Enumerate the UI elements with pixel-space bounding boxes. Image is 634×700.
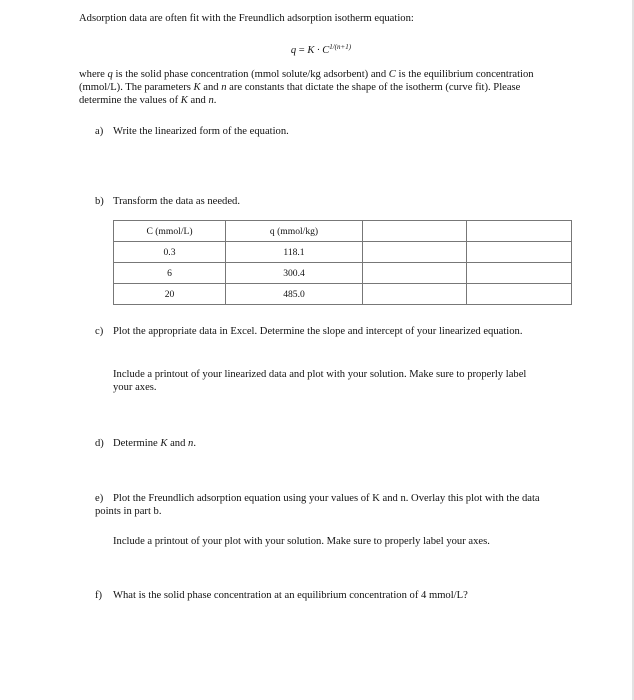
question-e-note: Include a printout of your plot with your solution. Make sure to properly label your axes. xyxy=(113,536,490,547)
question-d-text-1: Determine xyxy=(113,438,161,449)
question-d-text-3: . xyxy=(193,438,196,449)
question-d-label: d) xyxy=(95,438,104,449)
equation-exponent: 1/(n+1) xyxy=(329,43,352,51)
question-e-label: e) xyxy=(95,493,104,504)
question-e xyxy=(95,492,550,518)
equation-equals: = xyxy=(298,45,305,56)
desc-var-n: n xyxy=(221,82,227,93)
intro-text: Adsorption data are often fit with the Freundlich adsorption isotherm equation: xyxy=(79,13,414,24)
table-cell xyxy=(363,284,467,305)
question-e-text: Plot the Freundlich adsorption equation using your values of K and n. Overlay this plot with the data points in part b. xyxy=(95,493,540,517)
equation-rhs: K · C xyxy=(307,45,330,56)
table-cell: 6 xyxy=(114,263,226,284)
desc-text-7: . xyxy=(213,95,217,106)
table-cell: 300.4 xyxy=(226,263,363,284)
question-a-label: a) xyxy=(95,126,104,137)
table-header-cell xyxy=(467,221,572,242)
table-header-cell: C (mmol/L) xyxy=(114,221,226,242)
table-header-row xyxy=(114,221,572,242)
desc-text-2: is the solid phase concentration (mmol solute/kg adsorbent) and xyxy=(112,69,389,80)
desc-text-5: are constants that dictate the shape of the isotherm (curve fit). Please determine the values of xyxy=(79,82,521,106)
table-row xyxy=(114,263,572,284)
variable-description xyxy=(79,68,549,107)
question-f-label: f) xyxy=(95,590,103,601)
desc-text-1: where xyxy=(79,69,108,80)
equation-lhs: q xyxy=(290,45,297,56)
question-c xyxy=(95,325,545,338)
question-c-note: Include a printout of your linearized data and plot with your solution. Make sure to properly label your axes. xyxy=(113,369,527,393)
desc-var-k-2: K xyxy=(180,95,188,106)
question-c-label: c) xyxy=(95,326,104,337)
question-a xyxy=(95,125,555,138)
question-f-text: What is the solid phase concentration at an equilibrium concentration of 4 mmol/L? xyxy=(113,590,468,601)
table-cell xyxy=(467,242,572,263)
table-row xyxy=(114,284,572,305)
desc-var-k: K xyxy=(193,82,201,93)
question-b-label: b) xyxy=(95,196,104,207)
table-cell xyxy=(363,242,467,263)
desc-text-3: is the equilibrium concentration (mmol/L). The parameters xyxy=(79,69,534,93)
table-cell: 485.0 xyxy=(226,284,363,305)
desc-text-4: and xyxy=(200,82,222,93)
table-cell xyxy=(363,263,467,284)
question-f xyxy=(95,589,555,602)
desc-var-c: C xyxy=(388,69,396,80)
table-cell xyxy=(467,263,572,284)
table-header-cell xyxy=(363,221,467,242)
table-cell: 0.3 xyxy=(114,242,226,263)
question-a-text: Write the linearized form of the equation. xyxy=(113,126,289,137)
table-header-cell: q (mmol/kg) xyxy=(226,221,363,242)
desc-var-n-2: n xyxy=(208,95,214,106)
question-d-var-k: K xyxy=(160,438,168,449)
question-d-text-2: and xyxy=(167,438,189,449)
table-cell: 118.1 xyxy=(226,242,363,263)
table-cell: 20 xyxy=(114,284,226,305)
question-b xyxy=(95,195,555,208)
table-row xyxy=(114,242,572,263)
freundlich-equation xyxy=(0,43,634,56)
question-c-text: Plot the appropriate data in Excel. Determine the slope and intercept of your linearized equation. xyxy=(113,326,523,337)
desc-text-6: and xyxy=(187,95,209,106)
table-cell xyxy=(467,284,572,305)
question-d xyxy=(95,437,555,450)
desc-var-q: q xyxy=(107,69,113,80)
question-b-text: Transform the data as needed. xyxy=(113,196,240,207)
question-d-var-n: n xyxy=(188,438,194,449)
data-table xyxy=(113,220,572,305)
